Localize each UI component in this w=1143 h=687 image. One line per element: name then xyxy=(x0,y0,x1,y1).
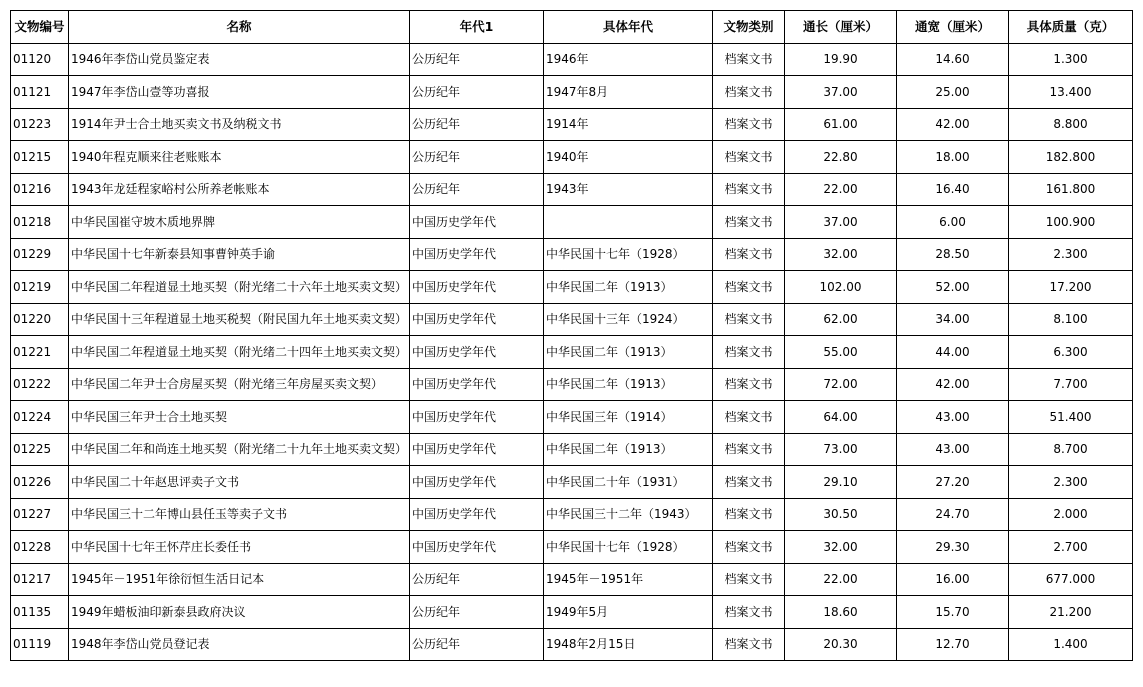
cell-category[interactable]: 档案文书 xyxy=(713,271,785,304)
cell-era[interactable]: 公历纪年 xyxy=(410,596,544,629)
cell-id[interactable]: 01135 xyxy=(11,596,69,629)
cell-era[interactable]: 中国历史学年代 xyxy=(410,368,544,401)
cell-date[interactable]: 1945年－1951年 xyxy=(544,563,713,596)
table-row xyxy=(11,498,1133,531)
cell-name[interactable]: 中华民国十七年新泰县知事曹钟英手谕 xyxy=(69,238,410,271)
cell-mass[interactable]: 8.100 xyxy=(1009,303,1133,336)
cell-length[interactable]: 102.00 xyxy=(785,271,897,304)
header-date[interactable]: 具体年代 xyxy=(544,11,713,44)
cell-length[interactable]: 72.00 xyxy=(785,368,897,401)
cell-name[interactable]: 中华民国十七年王怀芹庄长委任书 xyxy=(69,531,410,564)
cell-date[interactable]: 1943年 xyxy=(544,173,713,206)
cell-date[interactable]: 中华民国十三年（1924） xyxy=(544,303,713,336)
cell-date[interactable]: 中华民国二年（1913） xyxy=(544,271,713,304)
table-row xyxy=(11,628,1133,661)
cell-id[interactable]: 01220 xyxy=(11,303,69,336)
cell-date[interactable]: 1940年 xyxy=(544,141,713,174)
cell-id[interactable]: 01120 xyxy=(11,43,69,76)
table-row xyxy=(11,206,1133,239)
cell-id[interactable]: 01226 xyxy=(11,466,69,499)
cell-category[interactable]: 档案文书 xyxy=(713,141,785,174)
cell-name[interactable]: 中华民国三十二年博山县任玉等卖子文书 xyxy=(69,498,410,531)
cell-mass[interactable]: 51.400 xyxy=(1009,401,1133,434)
cell-width[interactable]: 14.60 xyxy=(897,43,1009,76)
cell-width[interactable]: 42.00 xyxy=(897,108,1009,141)
cell-name[interactable]: 中华民国十三年程道显土地买税契（附民国九年土地买卖文契） xyxy=(69,303,410,336)
cell-width[interactable]: 43.00 xyxy=(897,401,1009,434)
cell-name[interactable]: 1948年李岱山党员登记表 xyxy=(69,628,410,661)
cell-category[interactable]: 档案文书 xyxy=(713,303,785,336)
cell-name[interactable]: 1914年尹士合土地买卖文书及纳税文书 xyxy=(69,108,410,141)
table-row xyxy=(11,238,1133,271)
cell-mass[interactable]: 677.000 xyxy=(1009,563,1133,596)
cell-id[interactable]: 01224 xyxy=(11,401,69,434)
cell-era[interactable]: 中国历史学年代 xyxy=(410,238,544,271)
cell-name[interactable]: 中华民国二年程道显土地买契（附光绪二十六年土地买卖文契） xyxy=(69,271,410,304)
cell-category[interactable]: 档案文书 xyxy=(713,76,785,109)
cell-id[interactable]: 01221 xyxy=(11,336,69,369)
cell-length[interactable]: 32.00 xyxy=(785,238,897,271)
cell-date[interactable]: 中华民国十七年（1928） xyxy=(544,238,713,271)
cell-name[interactable]: 中华民国三年尹士合土地买契 xyxy=(69,401,410,434)
cell-category[interactable]: 档案文书 xyxy=(713,108,785,141)
cell-width[interactable]: 44.00 xyxy=(897,336,1009,369)
cell-id[interactable]: 01225 xyxy=(11,433,69,466)
cell-mass[interactable]: 100.900 xyxy=(1009,206,1133,239)
cell-category[interactable]: 档案文书 xyxy=(713,563,785,596)
cell-era[interactable]: 公历纪年 xyxy=(410,108,544,141)
cell-id[interactable]: 01217 xyxy=(11,563,69,596)
cell-mass[interactable]: 2.000 xyxy=(1009,498,1133,531)
cell-id[interactable]: 01228 xyxy=(11,531,69,564)
cell-name[interactable]: 1949年蜡板油印新泰县政府决议 xyxy=(69,596,410,629)
cell-length[interactable]: 37.00 xyxy=(785,76,897,109)
cell-era[interactable]: 中国历史学年代 xyxy=(410,206,544,239)
table-row xyxy=(11,173,1133,206)
cell-id[interactable]: 01218 xyxy=(11,206,69,239)
cell-era[interactable]: 中国历史学年代 xyxy=(410,336,544,369)
cell-name[interactable]: 中华民国二十年赵思评卖子文书 xyxy=(69,466,410,499)
cell-id[interactable]: 01219 xyxy=(11,271,69,304)
cell-width[interactable]: 25.00 xyxy=(897,76,1009,109)
cell-date[interactable]: 中华民国三年（1914） xyxy=(544,401,713,434)
cell-mass[interactable]: 13.400 xyxy=(1009,76,1133,109)
cell-length[interactable]: 18.60 xyxy=(785,596,897,629)
table-row xyxy=(11,466,1133,499)
table-row xyxy=(11,336,1133,369)
table-row xyxy=(11,531,1133,564)
cell-mass[interactable]: 8.800 xyxy=(1009,108,1133,141)
cell-era[interactable]: 中国历史学年代 xyxy=(410,401,544,434)
table-row xyxy=(11,563,1133,596)
cell-length[interactable]: 61.00 xyxy=(785,108,897,141)
cell-date[interactable]: 1946年 xyxy=(544,43,713,76)
header-era[interactable]: 年代1 xyxy=(410,11,544,44)
table-row xyxy=(11,271,1133,304)
header-row xyxy=(11,11,1133,44)
table-row xyxy=(11,43,1133,76)
cell-length[interactable]: 22.80 xyxy=(785,141,897,174)
cell-width[interactable]: 24.70 xyxy=(897,498,1009,531)
cell-width[interactable]: 28.50 xyxy=(897,238,1009,271)
table-row xyxy=(11,108,1133,141)
cell-category[interactable]: 档案文书 xyxy=(713,43,785,76)
cell-date[interactable]: 1949年5月 xyxy=(544,596,713,629)
table-row xyxy=(11,596,1133,629)
cell-name[interactable]: 1940年程克顺来往老账账本 xyxy=(69,141,410,174)
cell-date[interactable]: 1914年 xyxy=(544,108,713,141)
cell-width[interactable]: 12.70 xyxy=(897,628,1009,661)
cell-era[interactable]: 公历纪年 xyxy=(410,563,544,596)
cell-length[interactable]: 73.00 xyxy=(785,433,897,466)
cell-length[interactable]: 64.00 xyxy=(785,401,897,434)
cell-era[interactable]: 中国历史学年代 xyxy=(410,498,544,531)
cell-category[interactable]: 档案文书 xyxy=(713,531,785,564)
cell-date[interactable]: 中华民国三十二年（1943） xyxy=(544,498,713,531)
cell-era[interactable]: 公历纪年 xyxy=(410,628,544,661)
table-row xyxy=(11,303,1133,336)
cell-era[interactable]: 中国历史学年代 xyxy=(410,466,544,499)
cell-width[interactable]: 18.00 xyxy=(897,141,1009,174)
cell-date[interactable]: 1947年8月 xyxy=(544,76,713,109)
cell-era[interactable]: 中国历史学年代 xyxy=(410,271,544,304)
cell-date[interactable]: 中华民国二年（1913） xyxy=(544,433,713,466)
cell-mass[interactable]: 182.800 xyxy=(1009,141,1133,174)
cell-length[interactable]: 55.00 xyxy=(785,336,897,369)
cell-mass[interactable]: 17.200 xyxy=(1009,271,1133,304)
cell-id[interactable]: 01215 xyxy=(11,141,69,174)
header-id[interactable]: 文物编号 xyxy=(11,11,69,44)
cell-width[interactable]: 27.20 xyxy=(897,466,1009,499)
cell-id[interactable]: 01216 xyxy=(11,173,69,206)
cell-length[interactable]: 22.00 xyxy=(785,173,897,206)
cell-date[interactable]: 中华民国二年（1913） xyxy=(544,368,713,401)
cell-width[interactable]: 15.70 xyxy=(897,596,1009,629)
cell-date[interactable]: 中华民国十七年（1928） xyxy=(544,531,713,564)
cell-name[interactable]: 1947年李岱山壹等功喜报 xyxy=(69,76,410,109)
cell-mass[interactable]: 2.300 xyxy=(1009,466,1133,499)
table-row xyxy=(11,368,1133,401)
cell-era[interactable]: 公历纪年 xyxy=(410,141,544,174)
cell-category[interactable]: 档案文书 xyxy=(713,498,785,531)
cell-mass[interactable]: 6.300 xyxy=(1009,336,1133,369)
cell-id[interactable]: 01121 xyxy=(11,76,69,109)
header-width[interactable]: 通宽（厘米） xyxy=(897,11,1009,44)
cell-mass[interactable]: 21.200 xyxy=(1009,596,1133,629)
cell-id[interactable]: 01222 xyxy=(11,368,69,401)
cell-name[interactable]: 中华民国二年程道显土地买契（附光绪二十四年土地买卖文契） xyxy=(69,336,410,369)
cell-category[interactable]: 档案文书 xyxy=(713,433,785,466)
cell-length[interactable]: 29.10 xyxy=(785,466,897,499)
cell-category[interactable]: 档案文书 xyxy=(713,206,785,239)
cell-name[interactable]: 中华民国二年尹士合房屋买契（附光绪三年房屋买卖文契） xyxy=(69,368,410,401)
cell-width[interactable]: 52.00 xyxy=(897,271,1009,304)
cell-width[interactable]: 43.00 xyxy=(897,433,1009,466)
table-row xyxy=(11,401,1133,434)
cell-name[interactable]: 1946年李岱山党员鉴定表 xyxy=(69,43,410,76)
cell-category[interactable]: 档案文书 xyxy=(713,401,785,434)
relics-spreadsheet xyxy=(10,10,1133,661)
cell-era[interactable]: 中国历史学年代 xyxy=(410,531,544,564)
cell-category[interactable]: 档案文书 xyxy=(713,466,785,499)
cell-date[interactable]: 中华民国二十年（1931） xyxy=(544,466,713,499)
relics-table xyxy=(10,10,1133,661)
cell-length[interactable]: 19.90 xyxy=(785,43,897,76)
cell-date[interactable] xyxy=(544,206,713,239)
header-length[interactable]: 通长（厘米） xyxy=(785,11,897,44)
cell-length[interactable]: 30.50 xyxy=(785,498,897,531)
cell-name[interactable]: 中华民国崔守坡木质地界牌 xyxy=(69,206,410,239)
cell-width[interactable]: 6.00 xyxy=(897,206,1009,239)
cell-id[interactable]: 01223 xyxy=(11,108,69,141)
cell-mass[interactable]: 161.800 xyxy=(1009,173,1133,206)
cell-name[interactable]: 中华民国二年和尚连土地买契（附光绪二十九年土地买卖文契） xyxy=(69,433,410,466)
cell-length[interactable]: 37.00 xyxy=(785,206,897,239)
cell-name[interactable]: 1943年龙廷程家峪村公所养老帐账本 xyxy=(69,173,410,206)
cell-category[interactable]: 档案文书 xyxy=(713,336,785,369)
header-mass[interactable]: 具体质量（克） xyxy=(1009,11,1133,44)
table-body xyxy=(11,43,1133,661)
cell-category[interactable]: 档案文书 xyxy=(713,596,785,629)
cell-mass[interactable]: 1.300 xyxy=(1009,43,1133,76)
cell-era[interactable]: 公历纪年 xyxy=(410,43,544,76)
cell-width[interactable]: 42.00 xyxy=(897,368,1009,401)
cell-width[interactable]: 29.30 xyxy=(897,531,1009,564)
cell-category[interactable]: 档案文书 xyxy=(713,173,785,206)
cell-era[interactable]: 中国历史学年代 xyxy=(410,433,544,466)
table-row xyxy=(11,141,1133,174)
cell-mass[interactable]: 8.700 xyxy=(1009,433,1133,466)
table-row xyxy=(11,433,1133,466)
cell-id[interactable]: 01119 xyxy=(11,628,69,661)
cell-width[interactable]: 16.00 xyxy=(897,563,1009,596)
cell-length[interactable]: 22.00 xyxy=(785,563,897,596)
table-row xyxy=(11,76,1133,109)
cell-width[interactable]: 34.00 xyxy=(897,303,1009,336)
cell-date[interactable]: 中华民国二年（1913） xyxy=(544,336,713,369)
cell-length[interactable]: 62.00 xyxy=(785,303,897,336)
cell-category[interactable]: 档案文书 xyxy=(713,628,785,661)
cell-mass[interactable]: 2.300 xyxy=(1009,238,1133,271)
cell-id[interactable]: 01229 xyxy=(11,238,69,271)
cell-era[interactable]: 中国历史学年代 xyxy=(410,303,544,336)
cell-era[interactable]: 公历纪年 xyxy=(410,76,544,109)
cell-mass[interactable]: 2.700 xyxy=(1009,531,1133,564)
cell-mass[interactable]: 7.700 xyxy=(1009,368,1133,401)
cell-category[interactable]: 档案文书 xyxy=(713,238,785,271)
cell-id[interactable]: 01227 xyxy=(11,498,69,531)
cell-mass[interactable]: 1.400 xyxy=(1009,628,1133,661)
header-category[interactable]: 文物类别 xyxy=(713,11,785,44)
header-name[interactable]: 名称 xyxy=(69,11,410,44)
cell-length[interactable]: 20.30 xyxy=(785,628,897,661)
cell-category[interactable]: 档案文书 xyxy=(713,368,785,401)
cell-length[interactable]: 32.00 xyxy=(785,531,897,564)
cell-era[interactable]: 公历纪年 xyxy=(410,173,544,206)
cell-name[interactable]: 1945年－1951年徐衍恒生活日记本 xyxy=(69,563,410,596)
cell-date[interactable]: 1948年2月15日 xyxy=(544,628,713,661)
cell-width[interactable]: 16.40 xyxy=(897,173,1009,206)
